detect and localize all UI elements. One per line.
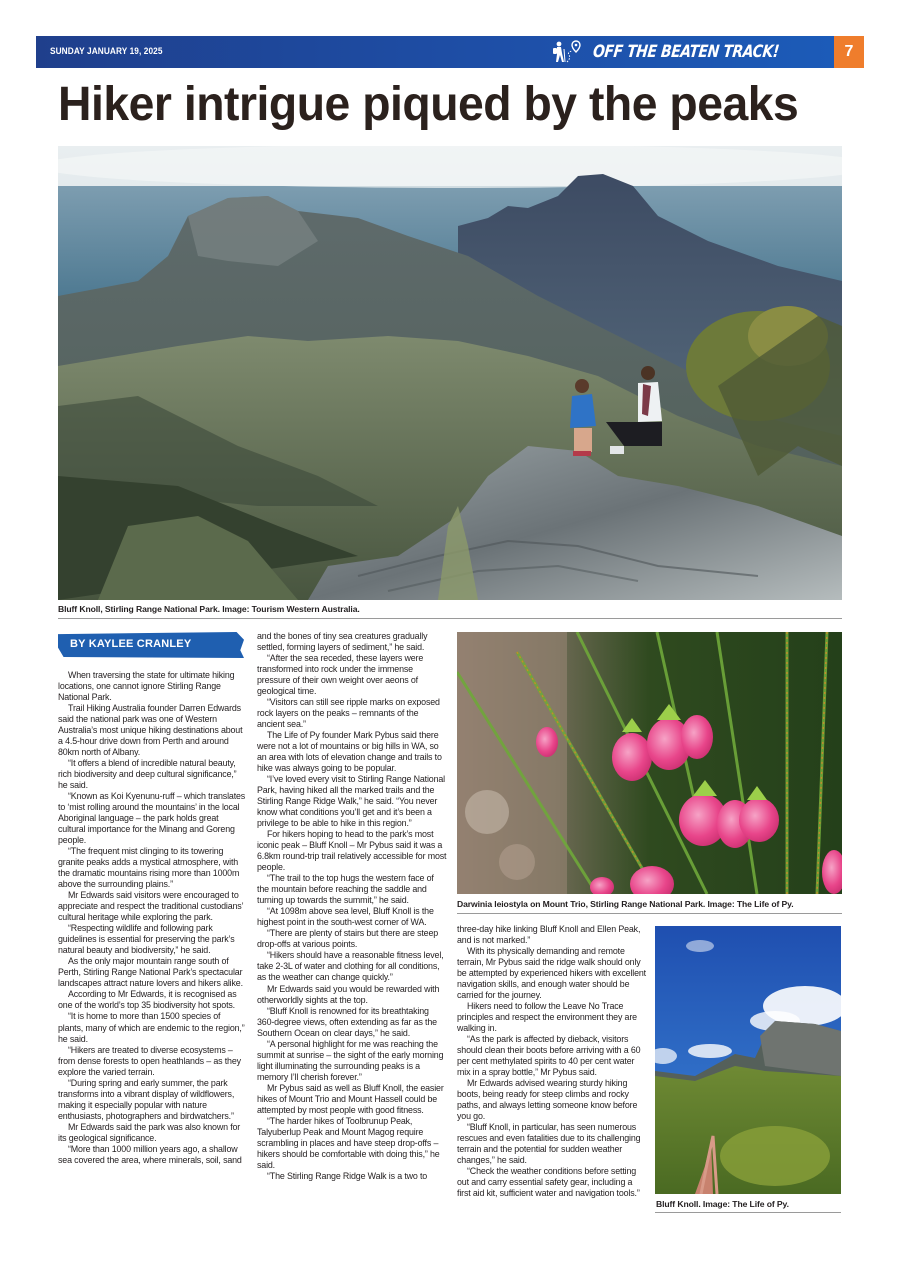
paragraph: “Check the weather conditions before setting out and carry essential safety gear, including a first aid kit, sufficient water and navigation tools.” (457, 1166, 640, 1199)
paragraph: “The harder hikes of Toolbrunup Peak, Talyuberlup Peak and Mount Magog require scrambling in places and have steep drop-offs – hikers should be comfortable with doing this,” he said. (257, 1115, 440, 1170)
page-number: 7 (834, 36, 864, 68)
paragraph: “As the park is affected by dieback, visitors should clean their boots before arriving with a 60 per cent methylated spirits to 40 per cent water mix in a spray bottle,” Mr Pybus said. (457, 1034, 641, 1078)
paragraph: and the bones of tiny sea creatures gradually settled, forming layers of sediment,” he said. (257, 631, 428, 653)
paragraph: “It is home to more than 1500 species of plants, many of which are endemic to the region,” he said. (58, 1011, 245, 1044)
paragraph: Mr Edwards said the park was also known for its geological significance. (58, 1121, 241, 1143)
paragraph: “There are plenty of stairs but there are steep drop-offs at various points. (257, 928, 439, 950)
section-header-band (36, 36, 834, 68)
paragraph: “The Stirling Range Ridge Walk is a two to (267, 1170, 428, 1181)
paragraph: Mr Edwards advised wearing sturdy hiking boots, being ready for steep climbs and rocky paths, and always letting someone know before you go. (457, 1078, 638, 1122)
paragraph: “Hikers should have a reasonable fitness level, take 2-3L of water and clothing for all conditions, as the weather can change quickly.” (257, 950, 444, 983)
paragraph: With its physically demanding and remote terrain, Mr Pybus said the ridge walk should only be attempted by experienced hikers with excellent navigation skills, and enough water should be carried for the journey. (457, 946, 646, 1001)
hero-photo-caption: Bluff Knoll, Stirling Range National Park. Image: Tourism Western Australia. (58, 604, 360, 614)
section-title: OFF THE BEATEN TRACK! (592, 42, 781, 62)
paragraph: Trail Hiking Australia founder Darren Edwards said the national park was one of Western Australia’s most unique hiking destinations about a 4.5-hour drive down from Perth and around 80km north of Albany. (58, 703, 243, 758)
article-column-1 (58, 670, 246, 1166)
byline: BY KAYLEE CRANLEY (70, 638, 192, 650)
headline: Hiker intrigue piqued by the peaks (58, 78, 799, 131)
paragraph: When traversing the state for ultimate hiking locations, one cannot ignore Stirling Range National Park. (58, 670, 235, 703)
paragraph: “At 1098m above sea level, Bluff Knoll is the highest point in the south-west corner of WA. (257, 906, 434, 928)
paragraph: As the only major mountain range south of Perth, Stirling Range National Park’s spectacular landscapes attract nature lovers and hikers alike. (58, 956, 243, 989)
flower-photo (457, 632, 842, 894)
issue-date: SUNDAY JANUARY 19, 2025 (50, 46, 163, 56)
paragraph: “I’ve loved every visit to Stirling Range National Park, having hiked all the marked trails and the Stirling Range Ridge Walk,” he said. “You never know what conditions you’ll get and it’s been a privilege to be able to hike in this region.” (257, 774, 445, 829)
paragraph: The Life of Py founder Mark Pybus said there were not a lot of mountains or big hills in WA, so an area with lots of elevation change and trails to hike was always going to be popular. (257, 730, 442, 774)
caption-divider (655, 1212, 841, 1213)
paragraph: “Visitors can still see ripple marks on exposed rock layers on the peaks – remnants of the ancient sea.” (257, 697, 440, 730)
bluff-knoll-photo (655, 926, 841, 1194)
paragraph: “It offers a blend of incredible natural beauty, rich biodiversity and deep cultural significance,” he said. (58, 758, 237, 791)
caption-divider (58, 618, 842, 619)
paragraph: Mr Edwards said visitors were encouraged to appreciate and respect the traditional custodians’ cultural heritage while exploring the park. (58, 890, 244, 923)
paragraph: “Bluff Knoll, in particular, has seen numerous rescues and even fatalities due to its challenging terrain and the potential for sudden weather changes,” he said. (457, 1122, 641, 1166)
paragraph: Mr Edwards said you would be rewarded with otherworldly sights at the top. (257, 983, 440, 1005)
paragraph: “The trail to the top hugs the western face of the mountain before reaching the saddle and turning up towards the summit,” he said. (257, 873, 434, 906)
paragraph: Hikers need to follow the Leave No Trace principles and respect the environment they are walking in. (457, 1001, 637, 1034)
paragraph: “A personal highlight for me was reaching the summit at sunrise – the sight of the early morning light illuminating the surrounding peaks is a memory I’ll cherish forever.” (257, 1038, 444, 1082)
paragraph: “Hikers are treated to diverse ecosystems – from dense forests to open heathlands – as they explore the varied terrain. (58, 1044, 241, 1077)
paragraph: “The frequent mist clinging to its towering granite peaks adds a mystical atmosphere, with the dramatic mountains rising more than 1000m above the surrounding plains.” (58, 846, 240, 890)
bluff-knoll-photo-caption: Bluff Knoll. Image: The Life of Py. (656, 1199, 789, 1209)
paragraph: three-day hike linking Bluff Knoll and Ellen Peak, and is not marked.” (457, 924, 641, 946)
section-brand (551, 39, 820, 65)
paragraph: Mr Pybus said as well as Bluff Knoll, the easier hikes of Mount Trio and Mount Hassell could be attempted by most people with good fitness. (257, 1082, 444, 1115)
flower-photo-caption: Darwinia leiostyla on Mount Trio, Stirling Range National Park. Image: The Life of Py. (457, 899, 794, 909)
paragraph: “During spring and early summer, the park transforms into a vibrant display of wildflowers, making it especially popular with nature enthusiasts, photographers and birdwatchers.” (58, 1077, 235, 1121)
paragraph: According to Mr Edwards, it is recognised as one of the world’s top 35 biodiversity hot spots. (58, 989, 237, 1011)
article-column-3 (457, 924, 647, 1199)
paragraph: “Respecting wildlife and following park guidelines is essential for preserving the park’s natural beauty and biodiversity,” he said. (58, 923, 235, 956)
hiker-with-location-pin-icon (551, 40, 587, 64)
caption-divider (457, 913, 842, 914)
hero-photo (58, 146, 842, 600)
paragraph: “Known as Koi Kyenunu-ruff – which translates to ‘mist rolling around the mountains’ in the local Aboriginal language – the park holds great cultural importance for the Minang and Goreng people. (58, 791, 246, 846)
paragraph: “More than 1000 million years ago, a shallow sea covered the area, where minerals, soil, sand (58, 1143, 242, 1165)
paragraph: “Bluff Knoll is renowned for its breathtaking 360-degree views, often extending as far as the Southern Ocean on clear days,” he said. (257, 1005, 437, 1038)
paragraph: “After the sea receded, these layers were transformed into rock under the immense pressure of their own weight over aeons of geological time. (257, 653, 424, 697)
paragraph: For hikers hoping to head to the park’s most iconic peak – Bluff Knoll – Mr Pybus said it was a 6.8km round-trip trail relatively accessible for most people. (257, 829, 447, 873)
article-column-2 (257, 631, 447, 1182)
